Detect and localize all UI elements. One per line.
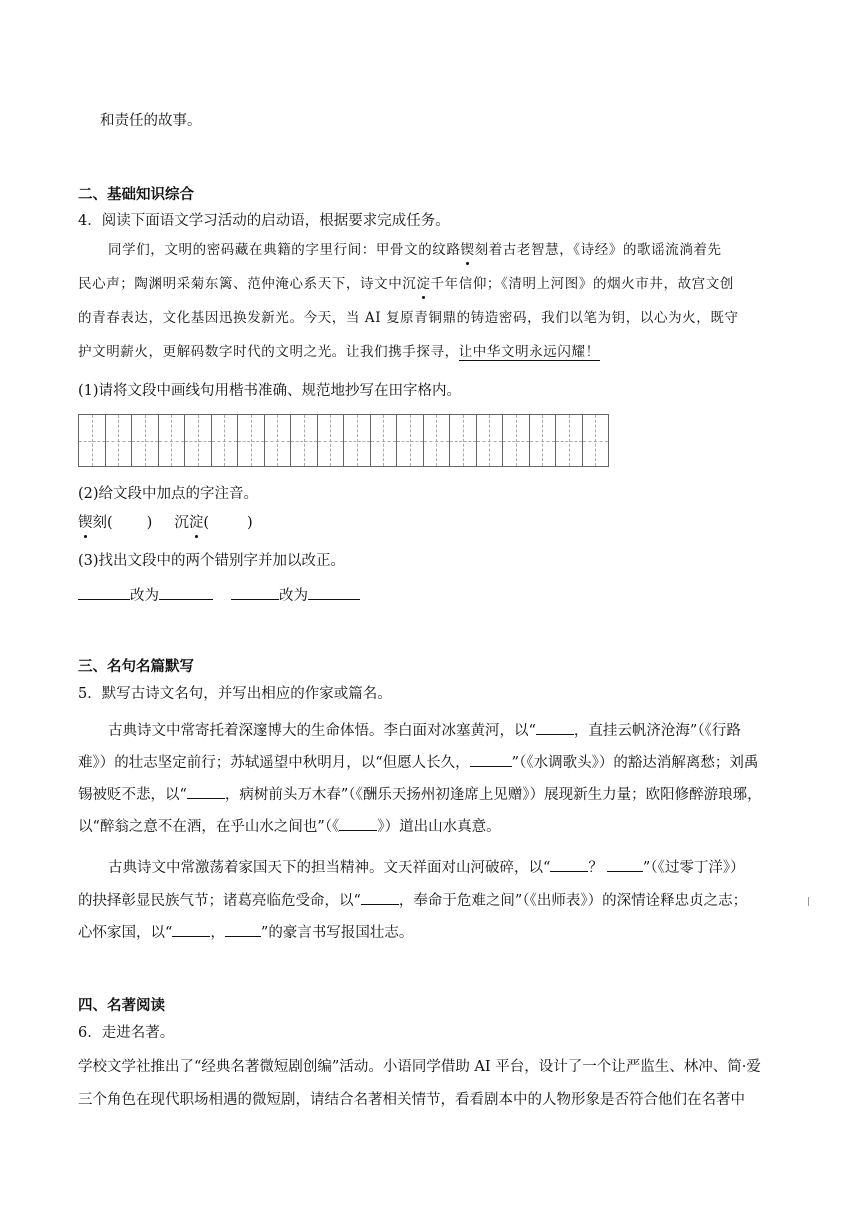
dictation-blank[interactable] [172, 922, 210, 937]
passage-text: 护文明薪火，更解码数字时代的文明之光。让我们携手探寻， [78, 344, 459, 360]
tianzige-cell[interactable] [211, 415, 238, 466]
tianzige-cell[interactable] [529, 415, 556, 466]
tianzige-cell[interactable] [290, 415, 317, 466]
dictation-text: ”（《水调歌头》）的豁达消解离愁；刘禹 [511, 755, 759, 771]
dictation-text: 》）道出山水真意。 [377, 819, 501, 835]
tianzige-cell[interactable] [79, 415, 105, 466]
tianzige-cell[interactable] [317, 415, 344, 466]
paren-close: ) [146, 515, 153, 531]
passage-line-4 [78, 342, 600, 362]
tianzige-grid[interactable] [78, 414, 609, 467]
dictation-text: ，直挂云帆济沧海”（《行路 [573, 723, 741, 739]
correction-label: 改为 [279, 588, 308, 604]
dictation-blank[interactable] [187, 784, 225, 799]
passage-line-2 [78, 274, 734, 294]
dictation-text: ，病树前头万木春”（《酬乐天扬州初逢席上见赠》）展现新生力量；欧阳修醉游琅琊， [224, 787, 762, 803]
question-6-stem: 6．走进名著。 [78, 1025, 175, 1041]
dictation-text: ”（《过零丁洋》） [642, 860, 745, 876]
dictation-text: ”的豪言书写报国壮志。 [260, 925, 414, 941]
subquestion-1: (1)请将文段中画线句用楷书准确、规范地抄写在田字格内。 [78, 383, 462, 399]
tianzige-cell[interactable] [423, 415, 450, 466]
dictation-text: 难》）的壮志坚定前行；苏轼遥望中秋明月，以“但愿人长久， [78, 755, 470, 771]
question-4-stem: 4．阅读下面语文学习活动的启动语，根据要求完成任务。 [78, 213, 450, 229]
dictation-p2-line3 [78, 922, 413, 943]
dotted-char: 锲 [78, 515, 93, 531]
question-5-stem: 5．默写古诗文名句，并写出相应的作家或篇名。 [78, 686, 392, 702]
underlined-sentence: 让中华文明永远闪耀！ [458, 344, 600, 360]
dictation-p1-line3 [78, 784, 762, 805]
tianzige-cell[interactable] [237, 415, 264, 466]
tianzige-cell[interactable] [158, 415, 185, 466]
wrong-char-blank[interactable] [231, 585, 279, 600]
dictation-p1-line2 [78, 752, 758, 773]
tianzige-cell[interactable] [264, 415, 291, 466]
dictation-text: 的抉择彰显民族气节；诸葛亮临危受命，以“ [78, 893, 361, 909]
dictation-text: 心怀家国，以“ [78, 925, 173, 941]
correction-label: 改为 [130, 588, 159, 604]
dotted-char: 锲 [460, 242, 475, 258]
tianzige-cell[interactable] [370, 415, 397, 466]
passage-text: 同学们，文明的密码藏在典籍的字里行间：甲骨文的纹路 [108, 242, 461, 258]
dictation-text: 以“醉翁之意不在酒，在乎山水之间也”（《 [78, 819, 340, 835]
tianzige-cell[interactable] [582, 415, 609, 466]
dotted-char: 淀 [188, 515, 204, 531]
subquestion-2: (2)给文段中加点的字注音。 [78, 486, 259, 502]
pinyin-word: ( [203, 515, 210, 531]
dictation-text: ， [210, 925, 225, 941]
passage-line-3: 的青春表达，文化基因迅换发新光。今天，当 AI 复原青铜鼎的铸造密码，我们以笔为钥，以心为火，既守 [78, 310, 739, 326]
tianzige-cell[interactable] [502, 415, 529, 466]
continuation-text: 和责任的故事。 [100, 113, 202, 129]
dictation-blank[interactable] [470, 752, 512, 767]
dictation-p2-line2 [78, 890, 747, 911]
passage-text: 刻着古老智慧，《诗经》的歌谣流淌着先 [474, 242, 722, 258]
section-heading-classics-reading: 四、名著阅读 [78, 998, 165, 1014]
dictation-p1-line1 [108, 720, 741, 741]
correct-char-blank[interactable] [159, 585, 213, 600]
tianzige-cell[interactable] [476, 415, 503, 466]
dictation-blank[interactable] [361, 890, 399, 905]
classics-line-2: 三个角色在现代职场相遇的微短剧，请结合名著相关情节，看看剧本中的人物形象是否符合他们在名著中 [78, 1092, 745, 1108]
tianzige-cell[interactable] [555, 415, 582, 466]
margin-mark [808, 897, 809, 906]
passage-line-1 [108, 240, 722, 260]
dotted-char: 淀 [416, 276, 431, 292]
tianzige-cell[interactable] [396, 415, 423, 466]
tianzige-cell[interactable] [105, 415, 132, 466]
classics-line-1: 学校文学社推出了“经典名著微短剧创编”活动。小语同学借助 AI 平台，设计了一个让严监生、林冲、简·爱 [78, 1059, 761, 1075]
dictation-p1-line4 [78, 816, 501, 837]
dictation-text: 古典诗文中常寄托着深邃博大的生命体悟。李白面对冰塞黄河，以“ [108, 723, 536, 739]
section-heading-dictation: 三、名句名篇默写 [78, 659, 194, 675]
dictation-blank[interactable] [550, 857, 588, 872]
tianzige-cell[interactable] [184, 415, 211, 466]
dictation-p2-line1 [108, 857, 745, 878]
tianzige-cell[interactable] [131, 415, 158, 466]
pinyin-word: 沉 [174, 515, 189, 531]
dictation-text: 古典诗文中常激荡着家国天下的担当精神。文天祥面对山河破碎，以“ [108, 860, 551, 876]
wrong-char-blank[interactable] [78, 585, 130, 600]
correction-answers [78, 585, 360, 606]
paren-close: ) [247, 515, 253, 531]
subquestion-3: (3)找出文段中的两个错别字并加以改正。 [78, 553, 346, 569]
dictation-text: ？ [588, 860, 603, 876]
dictation-text: 锡被贬不悲，以“ [78, 787, 187, 803]
pinyin-answers [78, 513, 253, 533]
dictation-blank[interactable] [536, 720, 574, 735]
pinyin-word: 刻( [92, 515, 113, 531]
passage-text: 民心声；陶渊明采菊东篱、范仲淹心系天下，诗文中沉 [78, 276, 417, 292]
passage-text: 千年信仰；《清明上河图》的烟火市井，故宫文创 [430, 276, 734, 292]
tianzige-cell[interactable] [343, 415, 370, 466]
dictation-text: ，奉命于危难之间”（《出师表》）的深情诠释忠贞之志； [398, 893, 748, 909]
correct-char-blank[interactable] [308, 585, 360, 600]
dictation-blank[interactable] [607, 857, 643, 872]
dictation-blank[interactable] [339, 816, 377, 831]
dictation-blank[interactable] [225, 922, 261, 937]
tianzige-cell[interactable] [449, 415, 476, 466]
section-heading-basic-knowledge: 二、基础知识综合 [78, 187, 194, 203]
